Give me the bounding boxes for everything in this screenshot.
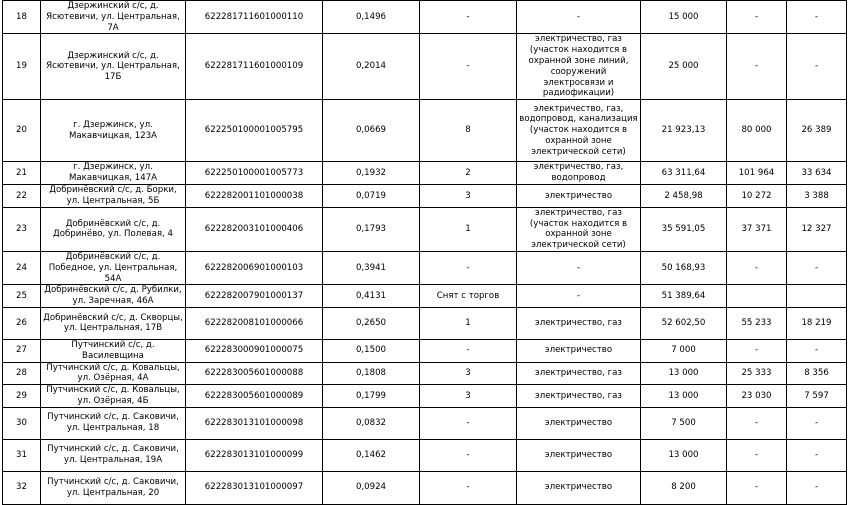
table-row [3,34,847,100]
engineering-cell: электричество [517,407,641,439]
area-cell: 0,4131 [323,285,420,308]
object-cell: Снят с торгов [420,285,517,308]
object-cell: - [420,339,517,362]
address-cell: Путчинский с/с, д. Саковичи, ул. Центральная, 18 [41,407,186,439]
table-row [3,339,847,362]
address-cell: Путчинский с/с, д. Ковальцы, ул. Озёрная, 4А [41,362,186,385]
object-cell: - [420,251,517,284]
value-cell-1: 10 272 [727,185,787,208]
address-cell: Добринёвский с/с, д. Скворцы, ул. Центральная, 17В [41,307,186,339]
address-cell: Добринёвский с/с, д. Добринёво, ул. Полевая, 4 [41,207,186,251]
area-cell: 0,1808 [323,362,420,385]
engineering-cell: - [517,1,641,34]
price-cell: 13 000 [641,385,727,408]
price-cell: 8 200 [641,471,727,504]
cadastral-number-cell: 622283013101000099 [186,439,323,471]
value-cell-2: - [787,407,847,439]
area-cell: 0,0669 [323,100,420,162]
row-number: 18 [3,1,41,34]
value-cell-2: - [787,34,847,100]
area-cell: 0,0924 [323,471,420,504]
table-row [3,285,847,308]
table-body [3,1,847,505]
value-cell-2: - [787,251,847,284]
value-cell-2: - [787,339,847,362]
price-cell: 52 602,50 [641,307,727,339]
engineering-cell: электричество, газ [517,307,641,339]
engineering-cell: электричество, газ (участок находится в охранной зоне электрической сети) [517,207,641,251]
table-row [3,162,847,185]
value-cell-2: 33 634 [787,162,847,185]
engineering-cell: электричество [517,185,641,208]
row-number: 26 [3,307,41,339]
value-cell-1: - [727,1,787,34]
area-cell: 0,3941 [323,251,420,284]
value-cell-1: - [727,339,787,362]
row-number: 31 [3,439,41,471]
value-cell-2: 18 219 [787,307,847,339]
row-number: 30 [3,407,41,439]
value-cell-1: - [727,407,787,439]
value-cell-1: - [727,471,787,504]
engineering-cell: - [517,285,641,308]
value-cell-2 [787,285,847,308]
address-cell: Добринёвский с/с, д. Борки, ул. Центральная, 5Б [41,185,186,208]
address-cell: Путчинский с/с, д. Василевщина [41,339,186,362]
price-cell: 50 168,93 [641,251,727,284]
address-cell: г. Дзержинск, ул. Макавчицкая, 123А [41,100,186,162]
engineering-cell: электричество [517,339,641,362]
table-row [3,1,847,34]
row-number: 22 [3,185,41,208]
area-cell: 0,1462 [323,439,420,471]
price-cell: 7 000 [641,339,727,362]
value-cell-2: 3 388 [787,185,847,208]
engineering-cell: электричество [517,439,641,471]
object-cell: 3 [420,362,517,385]
area-cell: 0,1496 [323,1,420,34]
value-cell-1: 25 333 [727,362,787,385]
area-cell: 0,0719 [323,185,420,208]
area-cell: 0,1500 [323,339,420,362]
price-cell: 15 000 [641,1,727,34]
object-cell: 1 [420,307,517,339]
cadastral-number-cell: 622282008101000066 [186,307,323,339]
engineering-cell: электричество, газ, водопровод, канализация (участок находится в охранной зоне электрической сети) [517,100,641,162]
value-cell-1: 37 371 [727,207,787,251]
object-cell: - [420,439,517,471]
cadastral-number-cell: 622281711601000109 [186,34,323,100]
area-cell: 0,1932 [323,162,420,185]
table-row [3,471,847,504]
object-cell: 2 [420,162,517,185]
object-cell: - [420,471,517,504]
cadastral-number-cell: 622250100001005795 [186,100,323,162]
table-row [3,185,847,208]
cadastral-number-cell: 622282007901000137 [186,285,323,308]
row-number: 27 [3,339,41,362]
table-row [3,439,847,471]
price-cell: 63 311,64 [641,162,727,185]
price-cell: 7 500 [641,407,727,439]
row-number: 23 [3,207,41,251]
cadastral-number-cell: 622283013101000097 [186,471,323,504]
value-cell-1: 55 233 [727,307,787,339]
price-cell: 35 591,05 [641,207,727,251]
row-number: 28 [3,362,41,385]
row-number: 29 [3,385,41,408]
engineering-cell: электричество, газ, водопровод [517,162,641,185]
value-cell-2: - [787,439,847,471]
cadastral-number-cell: 622282006901000103 [186,251,323,284]
engineering-cell: - [517,251,641,284]
address-cell: Добринёвский с/с, д. Победное, ул. Центральная, 54А [41,251,186,284]
price-cell: 25 000 [641,34,727,100]
price-cell: 13 000 [641,439,727,471]
area-cell: 0,0832 [323,407,420,439]
address-cell: Дзержинский с/с, д. Ясютевичи, ул. Центральная, 17Б [41,34,186,100]
value-cell-1: - [727,439,787,471]
table-row [3,207,847,251]
address-cell: Путчинский с/с, д. Саковичи, ул. Центральная, 19А [41,439,186,471]
address-cell: Дзержинский с/с, д. Ясютевичи, ул. Центральная, 7А [41,1,186,34]
land-plots-table [2,0,847,505]
table-row [3,100,847,162]
engineering-cell: электричество [517,471,641,504]
row-number: 20 [3,100,41,162]
row-number: 19 [3,34,41,100]
row-number: 25 [3,285,41,308]
value-cell-2: - [787,1,847,34]
area-cell: 0,2014 [323,34,420,100]
cadastral-number-cell: 622282003101000406 [186,207,323,251]
value-cell-1 [727,285,787,308]
engineering-cell: электричество, газ (участок находится в охранной зоне линий, сооружений электросвязи и радиофикации) [517,34,641,100]
table-row [3,385,847,408]
value-cell-2: 8 356 [787,362,847,385]
table-row [3,251,847,284]
object-cell: - [420,1,517,34]
object-cell: 1 [420,207,517,251]
value-cell-1: 23 030 [727,385,787,408]
engineering-cell: электричество, газ [517,385,641,408]
price-cell: 2 458,98 [641,185,727,208]
area-cell: 0,1799 [323,385,420,408]
value-cell-2: 26 389 [787,100,847,162]
table-row [3,407,847,439]
price-cell: 13 000 [641,362,727,385]
area-cell: 0,2650 [323,307,420,339]
cadastral-number-cell: 622250100001005773 [186,162,323,185]
value-cell-2: 12 327 [787,207,847,251]
table-row [3,307,847,339]
object-cell: - [420,407,517,439]
cadastral-number-cell: 622282001101000038 [186,185,323,208]
value-cell-1: - [727,34,787,100]
object-cell: 3 [420,185,517,208]
cadastral-number-cell: 622283000901000075 [186,339,323,362]
value-cell-2: - [787,471,847,504]
value-cell-1: 101 964 [727,162,787,185]
row-number: 24 [3,251,41,284]
address-cell: Путчинский с/с, д. Саковичи, ул. Центральная, 20 [41,471,186,504]
cadastral-number-cell: 622281711601000110 [186,1,323,34]
address-cell: Добринёвский с/с, д. Рубилки, ул. Заречная, 46А [41,285,186,308]
price-cell: 21 923,13 [641,100,727,162]
area-cell: 0,1793 [323,207,420,251]
value-cell-2: 7 597 [787,385,847,408]
row-number: 32 [3,471,41,504]
address-cell: г. Дзержинск, ул. Макавчицкая, 147А [41,162,186,185]
object-cell: 8 [420,100,517,162]
object-cell: 3 [420,385,517,408]
table-row [3,362,847,385]
engineering-cell: электричество, газ [517,362,641,385]
object-cell: - [420,34,517,100]
price-cell: 51 389,64 [641,285,727,308]
cadastral-number-cell: 622283013101000098 [186,407,323,439]
value-cell-1: - [727,251,787,284]
cadastral-number-cell: 622283005601000088 [186,362,323,385]
cadastral-number-cell: 622283005601000089 [186,385,323,408]
row-number: 21 [3,162,41,185]
address-cell: Путчинский с/с, д. Ковальцы, ул. Озёрная, 4Б [41,385,186,408]
value-cell-1: 80 000 [727,100,787,162]
